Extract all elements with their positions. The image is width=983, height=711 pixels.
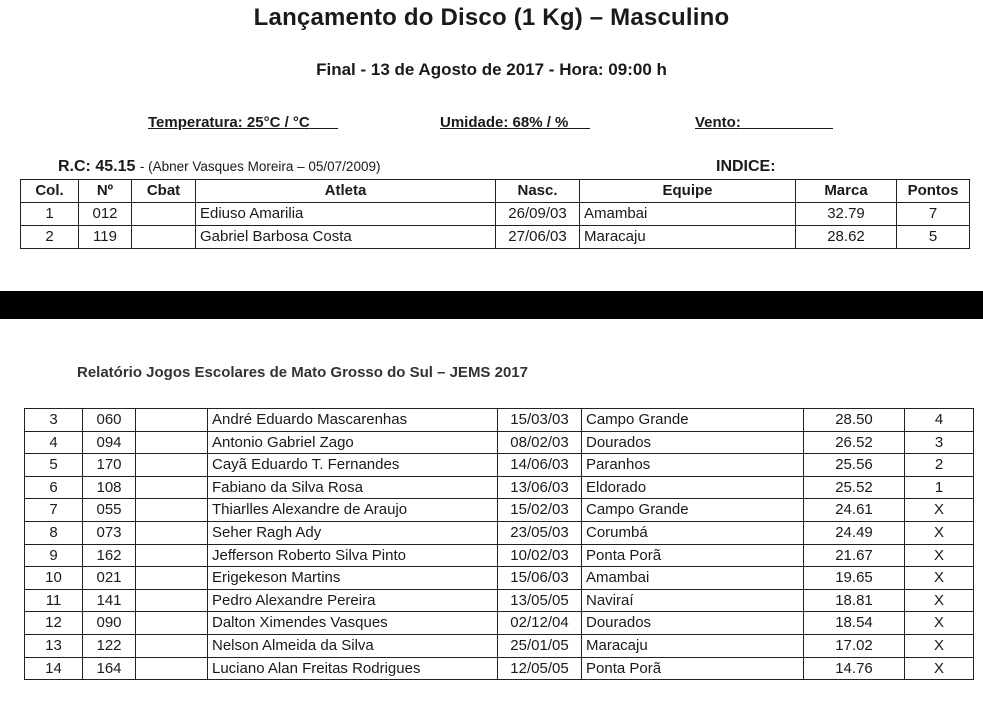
index-label: INDICE:: [716, 158, 776, 175]
cell-marca: 26.52: [804, 431, 905, 454]
header-col: Col.: [21, 180, 79, 203]
cell-colocacao: 13: [25, 634, 83, 657]
cell-marca: 18.81: [804, 589, 905, 612]
cell-equipe: Ponta Porã: [582, 657, 804, 680]
cell-colocacao: 8: [25, 521, 83, 544]
cell-colocacao: 11: [25, 589, 83, 612]
cell-pontos: X: [905, 567, 974, 590]
cell-cbat: [132, 203, 196, 226]
cell-atleta: Dalton Ximendes Vasques: [208, 612, 498, 635]
temperature-label: [148, 112, 338, 131]
cell-atleta: Thiarlles Alexandre de Araujo: [208, 499, 498, 522]
cell-atleta: Jefferson Roberto Silva Pinto: [208, 544, 498, 567]
cell-pontos: 3: [905, 431, 974, 454]
cell-marca: 28.62: [796, 226, 897, 249]
humidity-text: Umidade: 68% / %: [440, 114, 569, 131]
cell-colocacao: 6: [25, 476, 83, 499]
cell-pontos: X: [905, 634, 974, 657]
cell-numero: 141: [83, 589, 136, 612]
cell-marca: 25.56: [804, 454, 905, 477]
table-row: [25, 521, 974, 544]
header-atleta: Atleta: [196, 180, 496, 203]
table-header-row: [21, 180, 970, 203]
cell-cbat: [136, 589, 208, 612]
cell-colocacao: 3: [25, 409, 83, 432]
cell-nascimento: 13/06/03: [498, 476, 582, 499]
cell-equipe: Campo Grande: [582, 409, 804, 432]
cell-colocacao: 14: [25, 657, 83, 680]
cell-marca: 14.76: [804, 657, 905, 680]
cell-nascimento: 15/06/03: [498, 567, 582, 590]
cell-numero: 012: [79, 203, 132, 226]
cell-colocacao: 1: [21, 203, 79, 226]
cell-colocacao: 10: [25, 567, 83, 590]
cell-cbat: [136, 431, 208, 454]
cell-cbat: [136, 544, 208, 567]
cell-cbat: [136, 612, 208, 635]
cell-atleta: Erigekeson Martins: [208, 567, 498, 590]
cell-equipe: Eldorado: [582, 476, 804, 499]
header-pontos: Pontos: [897, 180, 970, 203]
page-title: Lançamento do Disco (1 Kg) – Masculino: [253, 4, 730, 31]
cell-cbat: [136, 634, 208, 657]
cell-nascimento: 12/05/05: [498, 657, 582, 680]
table-row: [21, 203, 970, 226]
cell-nascimento: 10/02/03: [498, 544, 582, 567]
cell-marca: 18.54: [804, 612, 905, 635]
cell-equipe: Dourados: [582, 431, 804, 454]
cell-nascimento: 23/05/03: [498, 521, 582, 544]
cell-atleta: André Eduardo Mascarenhas: [208, 409, 498, 432]
header-marca: Marca: [796, 180, 897, 203]
cell-equipe: Ponta Porã: [582, 544, 804, 567]
cell-cbat: [136, 567, 208, 590]
cell-numero: 164: [83, 657, 136, 680]
cell-equipe: Maracaju: [582, 634, 804, 657]
cell-cbat: [136, 521, 208, 544]
cell-colocacao: 12: [25, 612, 83, 635]
header-nasc: Nasc.: [496, 180, 580, 203]
cell-colocacao: 2: [21, 226, 79, 249]
cell-colocacao: 5: [25, 454, 83, 477]
event-subtitle: Final - 13 de Agosto de 2017 - Hora: 09:00 h: [316, 60, 667, 79]
cell-marca: 25.52: [804, 476, 905, 499]
table-row: [25, 567, 974, 590]
cell-equipe: Amambai: [580, 203, 796, 226]
cell-equipe: Corumbá: [582, 521, 804, 544]
cell-equipe: Campo Grande: [582, 499, 804, 522]
cell-atleta: Ediuso Amarilia: [196, 203, 496, 226]
cell-equipe: Maracaju: [580, 226, 796, 249]
table-row: [25, 476, 974, 499]
cell-equipe: Dourados: [582, 612, 804, 635]
humidity-label: [440, 112, 590, 131]
record-holder: - (Abner Vasques Moreira – 05/07/2009): [139, 159, 381, 174]
cell-pontos: X: [905, 544, 974, 567]
cell-marca: 24.49: [804, 521, 905, 544]
cell-cbat: [136, 454, 208, 477]
record-value: R.C: 45.15: [58, 158, 136, 175]
cell-cbat: [136, 409, 208, 432]
cell-colocacao: 7: [25, 499, 83, 522]
cell-pontos: 1: [905, 476, 974, 499]
cell-nascimento: 15/02/03: [498, 499, 582, 522]
cell-numero: 021: [83, 567, 136, 590]
cell-marca: 21.67: [804, 544, 905, 567]
results-table-bottom: [24, 408, 974, 680]
cell-nascimento: 26/09/03: [496, 203, 580, 226]
cell-marca: 32.79: [796, 203, 897, 226]
cell-numero: 162: [83, 544, 136, 567]
cell-atleta: Gabriel Barbosa Costa: [196, 226, 496, 249]
temperature-text: Temperatura: 25°C / °C: [148, 114, 310, 131]
header-num: Nº: [79, 180, 132, 203]
results-table-top: [20, 179, 970, 249]
cell-numero: 055: [83, 499, 136, 522]
wind-blank: [741, 114, 833, 129]
cell-cbat: [136, 657, 208, 680]
cell-nascimento: 25/01/05: [498, 634, 582, 657]
cell-pontos: 5: [897, 226, 970, 249]
cell-equipe: Amambai: [582, 567, 804, 590]
table-row: [25, 431, 974, 454]
cell-marca: 19.65: [804, 567, 905, 590]
cell-numero: 060: [83, 409, 136, 432]
cell-marca: 28.50: [804, 409, 905, 432]
cell-nascimento: 14/06/03: [498, 454, 582, 477]
cell-pontos: 7: [897, 203, 970, 226]
cell-atleta: Seher Ragh Ady: [208, 521, 498, 544]
table-row: [25, 499, 974, 522]
cell-cbat: [136, 476, 208, 499]
cell-pontos: X: [905, 499, 974, 522]
cell-marca: 17.02: [804, 634, 905, 657]
table-row: [25, 544, 974, 567]
table-row: [25, 589, 974, 612]
table-row: [25, 657, 974, 680]
cell-equipe: Paranhos: [582, 454, 804, 477]
cell-pontos: X: [905, 589, 974, 612]
cell-numero: 073: [83, 521, 136, 544]
wind-text: Vento:: [695, 114, 741, 131]
cell-pontos: X: [905, 612, 974, 635]
record-line: [58, 158, 380, 176]
cell-numero: 122: [83, 634, 136, 657]
table-row: [21, 226, 970, 249]
table-row: [25, 612, 974, 635]
cell-atleta: Cayã Eduardo T. Fernandes: [208, 454, 498, 477]
cell-atleta: Luciano Alan Freitas Rodrigues: [208, 657, 498, 680]
cell-equipe: Naviraí: [582, 589, 804, 612]
cell-nascimento: 13/05/05: [498, 589, 582, 612]
temperature-blank: [310, 114, 338, 129]
cell-numero: 090: [83, 612, 136, 635]
wind-label: [695, 112, 833, 131]
cell-marca: 24.61: [804, 499, 905, 522]
cell-numero: 094: [83, 431, 136, 454]
cell-numero: 170: [83, 454, 136, 477]
cell-cbat: [132, 226, 196, 249]
cell-atleta: Fabiano da Silva Rosa: [208, 476, 498, 499]
cell-pontos: 4: [905, 409, 974, 432]
cell-pontos: 2: [905, 454, 974, 477]
cell-pontos: X: [905, 521, 974, 544]
header-cbat: Cbat: [132, 180, 196, 203]
cell-cbat: [136, 499, 208, 522]
black-separator-bar: [0, 291, 983, 319]
header-equipe: Equipe: [580, 180, 796, 203]
humidity-blank: [568, 114, 590, 129]
cell-nascimento: 02/12/04: [498, 612, 582, 635]
cell-atleta: Nelson Almeida da Silva: [208, 634, 498, 657]
table-row: [25, 409, 974, 432]
cell-nascimento: 08/02/03: [498, 431, 582, 454]
cell-atleta: Pedro Alexandre Pereira: [208, 589, 498, 612]
cell-pontos: X: [905, 657, 974, 680]
cell-nascimento: 27/06/03: [496, 226, 580, 249]
table-row: [25, 454, 974, 477]
cell-numero: 108: [83, 476, 136, 499]
cell-nascimento: 15/03/03: [498, 409, 582, 432]
table-row: [25, 634, 974, 657]
report-title: Relatório Jogos Escolares de Mato Grosso do Sul – JEMS 2017: [77, 364, 528, 381]
cell-atleta: Antonio Gabriel Zago: [208, 431, 498, 454]
cell-colocacao: 9: [25, 544, 83, 567]
cell-colocacao: 4: [25, 431, 83, 454]
cell-numero: 119: [79, 226, 132, 249]
